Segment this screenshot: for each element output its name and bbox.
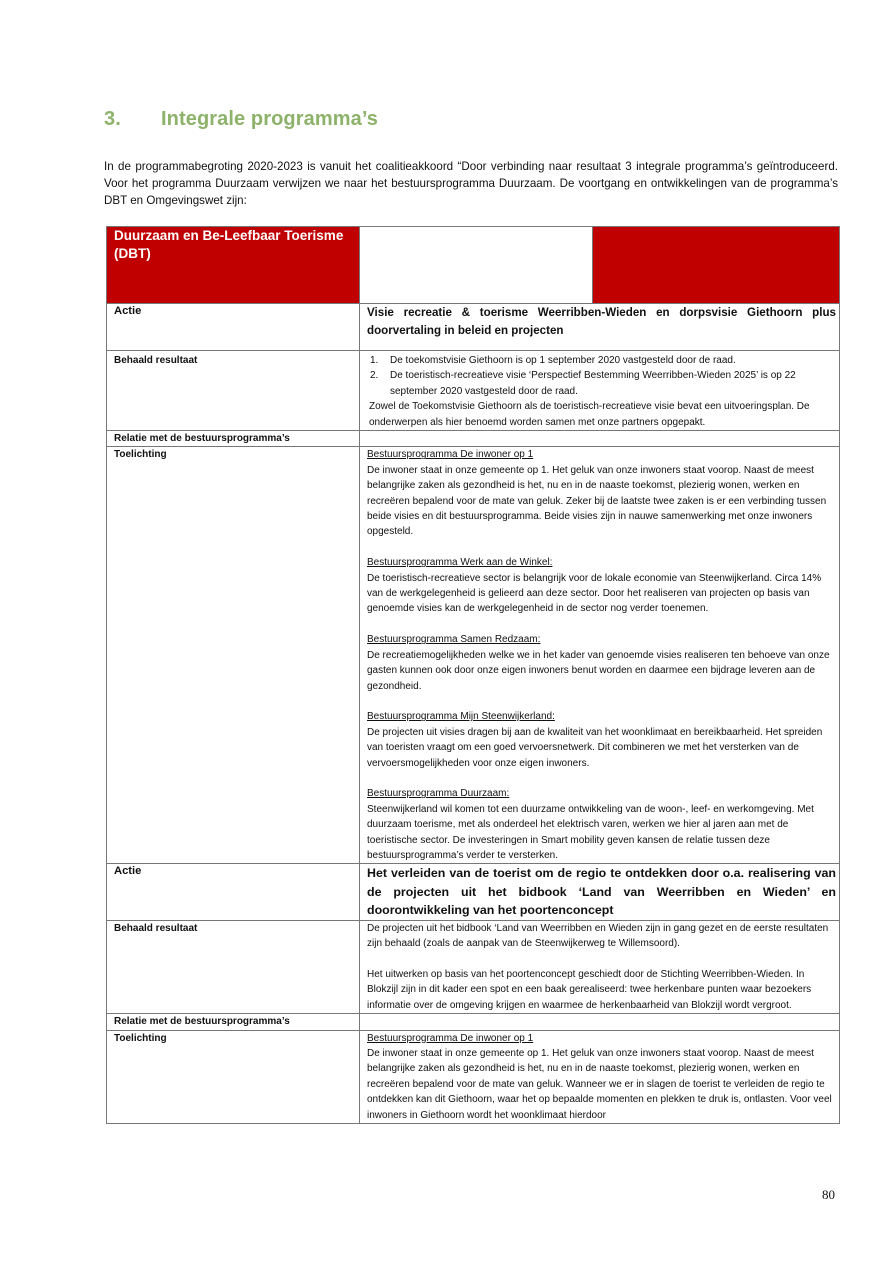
- resultaat-label: Behaald resultaat: [107, 920, 360, 1013]
- section-heading: [104, 108, 378, 131]
- dbt-program-table: [106, 226, 840, 1124]
- title-blank-area: [360, 227, 593, 303]
- toelichting-cell-2: [360, 1030, 840, 1123]
- toelichting-label: Toelichting: [107, 1030, 360, 1123]
- resultaat-note: Zowel de Toekomstvisie Giethoorn als de toeristisch-recreatieve visie bevat een uitvoeringsplan. De onderwerpen als hier benoemd worden samen met onze partners opgepakt.: [369, 401, 810, 428]
- section-number: 3.: [104, 108, 121, 130]
- relatie-label: Relatie met de bestuursprogramma’s: [107, 431, 360, 447]
- relatie-label: Relatie met de bestuursprogramma’s: [107, 1014, 360, 1030]
- toelichting-section: Bestuursprogramma Samen Redzaam: De recreatiemogelijkheden welke we in het kader van genoemde visies realiseren ten behoeve van onze gasten kunnen ook door onze eigen inwoners benut worden en daarmee een bijdrage leveren aan de gezondheid.: [367, 634, 830, 692]
- resultaat-row-2: [107, 920, 840, 1013]
- table-title: Duurzaam en Be-Leefbaar Toerisme (DBT): [107, 227, 360, 304]
- toelichting-section: Bestuursprogramma Mijn Steenwijkerland: De projecten uit visies dragen bij aan de kwaliteit van het woonklimaat en bereikbaarheid. Het spreiden van toeristen vraagt om een goed vervoersnetwerk. Dit combineren we met het versterken van de vervoersmogelijkheden voor onze eigen inwoners.: [367, 711, 823, 769]
- toelichting-row-1: [107, 447, 840, 864]
- actie-text-2: Het verleiden van de toerist om de regio te ontdekken door o.a. realisering van de projecten uit het bidbook ‘Land van Weerribben en Wieden’ en doorontwikkeling van het poortenconcept: [360, 864, 840, 921]
- toelichting-label: Toelichting: [107, 447, 360, 864]
- toelichting-text: De inwoner staat in onze gemeente op 1. Het geluk van onze inwoners staat voorop. Naast de meest belangrijke zaken als gezondheid is het, nu en in de naaste toekomst, plezierig wonen, werken en recreëren bepalend voor de mate van geluk. Wanneer we er in slagen de toerist te verleiden de regio te ontdekken kan dit Giethoorn, waar het op bepaalde momenten en plekken te druk is, ontlasten. Voor veel inwoners in Giethoorn wordt het woonklimaat hierdoor: [367, 1048, 832, 1121]
- intro-paragraph: In de programmabegroting 2020-2023 is vanuit het coalitieakkoord “Door verbinding naar resultaat 3 integrale programma’s geïntroduceerd. Voor het programma Duurzaam verwijzen we naar het bestuursprogramma Duurzaam. De voortgang en ontwikkelingen van de programma’s DBT en Omgevingswet zijn:: [104, 160, 838, 207]
- toelichting-cell-1: [360, 447, 840, 864]
- resultaat-paragraph: Het uitwerken op basis van het poortenconcept geschiedt door de Stichting Weerribben-Wieden. In Blokzijl zijn in dit kader een spot en een baak gerealiseerd: twee herkenbare punten waar bezoekers informatie over de omgeving krijgen en waarmee de herkenbaarheid van Blokzijl wordt vergroot.: [367, 969, 812, 1011]
- list-item: 1. De toekomstvisie Giethoorn is op 1 september 2020 vastgesteld door de raad.: [370, 355, 736, 366]
- toelichting-section: Bestuursprogramma De inwoner op 1 De inwoner staat in onze gemeente op 1. Het geluk van onze inwoners staat voorop. Naast de meest belangrijke zaken als gezondheid is het, nu en in de naaste toekomst, plezierig wonen, werken en recreëren bepalend voor de mate van geluk. Zeker bij de laatste twee zaken is er een verbinding tussen beide visies en dit bestuursprogramma. Beide visies zijn in nauwe samenwerking met onze inwoners opgesteld.: [367, 449, 827, 538]
- actie-row-1: [107, 304, 840, 351]
- resultaat-paragraph: De projecten uit het bidbook ‘Land van Weerribben en Wieden zijn in gang gezet en de eerste resultaten zijn behaald (zoals de aanpak van de Steenwijkerweg te Willemsoord).: [367, 922, 829, 950]
- actie-label: Actie: [107, 864, 360, 921]
- toelichting-section: Bestuursprogramma Duurzaam: Steenwijkerland wil komen tot een duurzame ontwikkeling van de woon-, leef- en werkomgeving. Met duurzaam toerisme, met als onderdeel het elektrisch varen, werken we hier al jaren aan met de toeristische sector. De investeringen in Smart mobility geven kansen de relatie tussen deze bestuursprogramma’s verder te versterken.: [367, 788, 814, 861]
- actie-row-2: [107, 864, 840, 921]
- actie-label: Actie: [107, 304, 360, 351]
- resultaat-cell-1: [360, 351, 840, 431]
- relatie-row-1: [107, 431, 840, 447]
- relatie-row-2: [107, 1014, 840, 1030]
- section-title: Integrale programma’s: [161, 108, 378, 130]
- toelichting-section: Bestuursprogramma Werk aan de Winkel: De toeristisch-recreatieve sector is belangrijk voor de lokale economie van Steenwijkerland. Circa 14% van de werkgelegenheid is gelieerd aan deze sector. Door het realiseren van projecten op basis van genoemde visies kan de werkgelegenheid in de sector nog verder toenemen.: [367, 557, 822, 615]
- list-item: 2. De toeristisch-recreatieve visie ‘Perspectief Bestemming Weerribben-Wieden 2025’ is op 22 september 2020 vastgesteld door de raad.: [370, 370, 796, 397]
- toelichting-row-2: [107, 1030, 840, 1123]
- resultaat-cell-2: [360, 920, 840, 1013]
- resultaat-label: Behaald resultaat: [107, 351, 360, 431]
- resultaat-row-1: [107, 351, 840, 431]
- resultaat-list: [367, 353, 836, 399]
- actie-text-1: Visie recreatie & toerisme Weerribben-Wieden en dorpsvisie Giethoorn plus doorvertaling in beleid en projecten: [360, 304, 840, 351]
- page-number: 80: [822, 1187, 835, 1202]
- toelichting-heading: Bestuursprogramma De inwoner op 1: [367, 1032, 534, 1044]
- table-title-row: [107, 227, 840, 304]
